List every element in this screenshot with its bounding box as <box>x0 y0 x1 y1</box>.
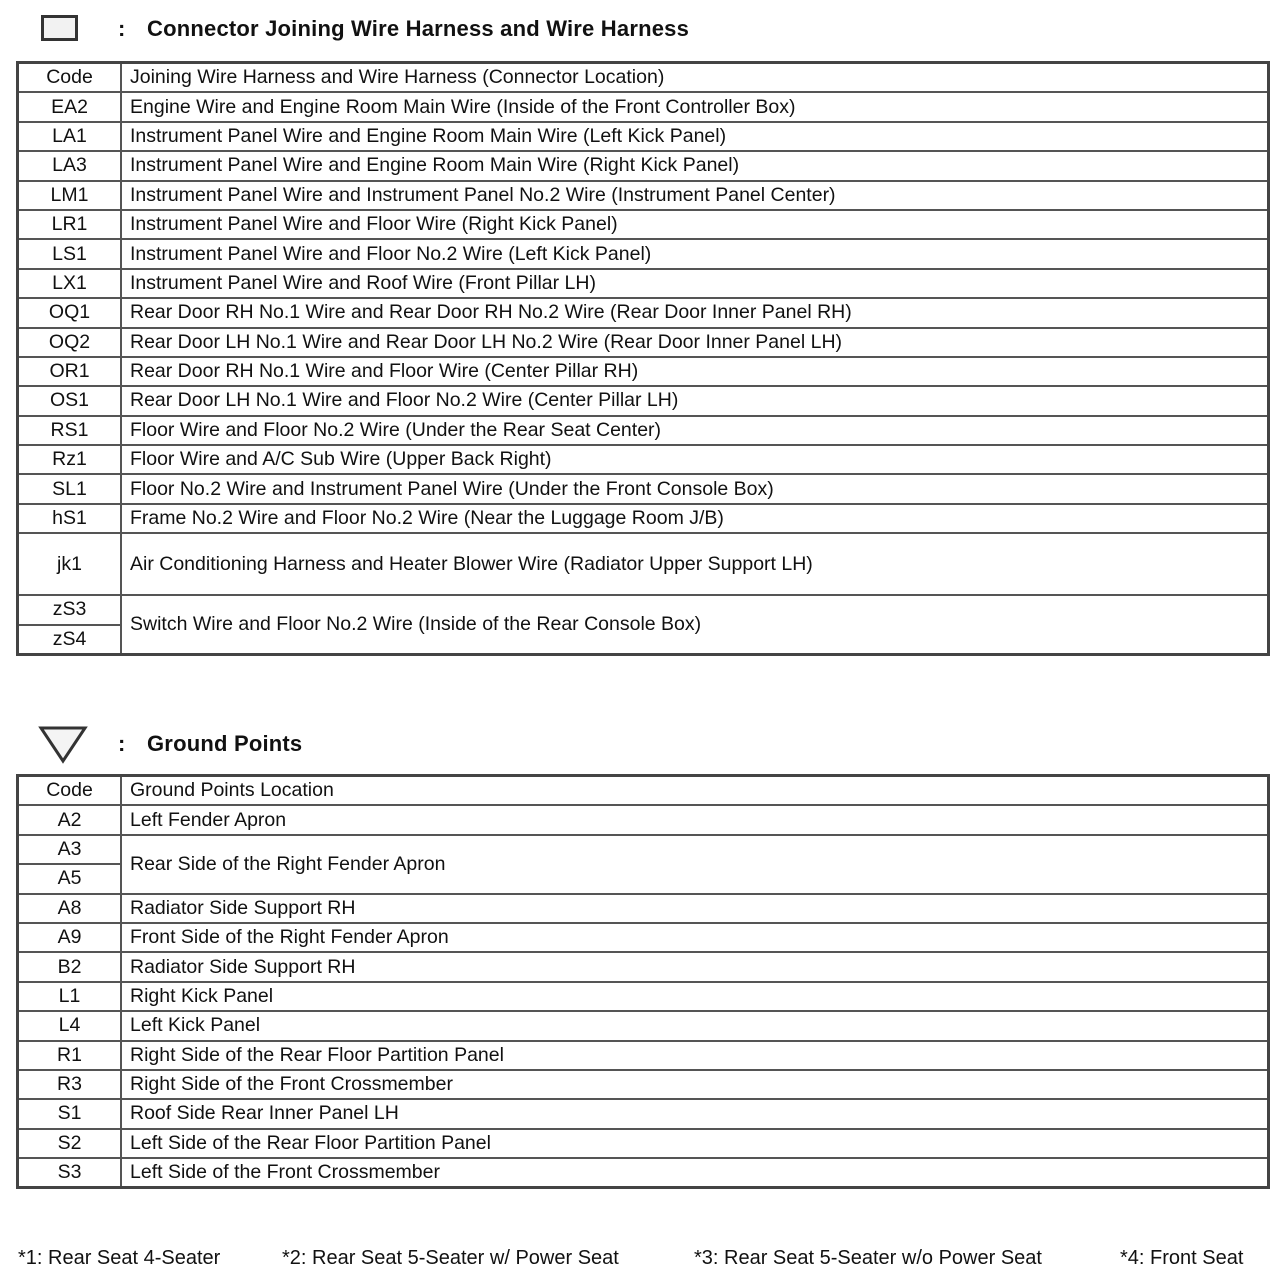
row-code: LA1 <box>18 122 122 151</box>
row-description: Instrument Panel Wire and Engine Room Main Wire (Left Kick Panel) <box>121 122 1269 151</box>
table-row <box>18 894 1269 923</box>
row-description: Right Side of the Front Crossmember <box>121 1070 1269 1099</box>
table-row <box>18 1158 1269 1188</box>
table-row <box>18 328 1269 357</box>
row-code: S2 <box>18 1129 122 1158</box>
row-description: Rear Door LH No.1 Wire and Floor No.2 Wire (Center Pillar LH) <box>121 386 1269 415</box>
grounds-section-header <box>0 723 1280 763</box>
row-description: Left Fender Apron <box>121 805 1269 834</box>
grounds-colon: : <box>118 731 126 756</box>
footnote-4: *4: Front Seat <box>1120 1247 1244 1269</box>
table-row <box>18 1099 1269 1128</box>
row-code: SL1 <box>18 474 122 503</box>
row-code: A8 <box>18 894 122 923</box>
row-description: Switch Wire and Floor No.2 Wire (Inside of the Rear Console Box) <box>121 595 1269 654</box>
connectors-table <box>16 61 1270 656</box>
table-row <box>18 1070 1269 1099</box>
table-row <box>18 474 1269 503</box>
table-row <box>18 416 1269 445</box>
row-code: A9 <box>18 923 122 952</box>
table-row <box>18 239 1269 268</box>
row-code: S3 <box>18 1158 122 1188</box>
table-row <box>18 445 1269 474</box>
grounds-title: Ground Points <box>147 731 303 756</box>
row-description: Instrument Panel Wire and Instrument Panel No.2 Wire (Instrument Panel Center) <box>121 181 1269 210</box>
connectors-colon: : <box>118 16 126 41</box>
row-description: Left Kick Panel <box>121 1011 1269 1040</box>
row-description: Floor No.2 Wire and Instrument Panel Wire (Under the Front Console Box) <box>121 474 1269 503</box>
row-description: Right Side of the Rear Floor Partition Panel <box>121 1041 1269 1070</box>
row-description: Rear Door RH No.1 Wire and Rear Door RH No.2 Wire (Rear Door Inner Panel RH) <box>121 298 1269 327</box>
table-row <box>18 122 1269 151</box>
table-row <box>18 1011 1269 1040</box>
grounds-table <box>16 774 1270 1189</box>
footnote-2: *2: Rear Seat 5-Seater w/ Power Seat <box>282 1247 619 1269</box>
row-code: LS1 <box>18 239 122 268</box>
connectors-section-header <box>0 12 1280 52</box>
table-row <box>18 533 1269 595</box>
row-code: L1 <box>18 982 122 1011</box>
footnote-1: *1: Rear Seat 4-Seater <box>18 1247 221 1269</box>
row-code: RS1 <box>18 416 122 445</box>
row-code: OR1 <box>18 357 122 386</box>
row-description: Floor Wire and Floor No.2 Wire (Under the Rear Seat Center) <box>121 416 1269 445</box>
table-row <box>18 504 1269 533</box>
row-description: Instrument Panel Wire and Floor No.2 Wire (Left Kick Panel) <box>121 239 1269 268</box>
row-description: Instrument Panel Wire and Engine Room Main Wire (Right Kick Panel) <box>121 151 1269 180</box>
row-description: Engine Wire and Engine Room Main Wire (Inside of the Front Controller Box) <box>121 92 1269 121</box>
connectors-title: Connector Joining Wire Harness and Wire Harness <box>147 16 690 41</box>
row-code: OS1 <box>18 386 122 415</box>
footnotes <box>16 1247 1270 1273</box>
header-code: Code <box>18 776 122 806</box>
table-row <box>18 1129 1269 1158</box>
row-code: OQ1 <box>18 298 122 327</box>
table-row <box>18 835 1269 864</box>
table-header-row <box>18 63 1269 93</box>
table-row <box>18 269 1269 298</box>
row-description: Roof Side Rear Inner Panel LH <box>121 1099 1269 1128</box>
header-description: Joining Wire Harness and Wire Harness (Connector Location) <box>121 63 1269 93</box>
row-code: A5 <box>18 864 122 893</box>
row-code: zS3 <box>18 595 122 624</box>
row-description: Left Side of the Front Crossmember <box>121 1158 1269 1188</box>
row-description: Floor Wire and A/C Sub Wire (Upper Back Right) <box>121 445 1269 474</box>
row-code: LA3 <box>18 151 122 180</box>
row-description: Rear Door LH No.1 Wire and Rear Door LH No.2 Wire (Rear Door Inner Panel LH) <box>121 328 1269 357</box>
row-code: Rz1 <box>18 445 122 474</box>
table-row <box>18 982 1269 1011</box>
row-code: A3 <box>18 835 122 864</box>
table-row <box>18 298 1269 327</box>
table-row <box>18 386 1269 415</box>
header-description: Ground Points Location <box>121 776 1269 806</box>
table-row <box>18 92 1269 121</box>
table-row <box>18 952 1269 981</box>
row-code: R3 <box>18 1070 122 1099</box>
connector-box-icon <box>41 15 78 41</box>
row-description: Air Conditioning Harness and Heater Blower Wire (Radiator Upper Support LH) <box>121 533 1269 595</box>
row-code: jk1 <box>18 533 122 595</box>
ground-triangle-icon <box>38 725 88 765</box>
row-code: L4 <box>18 1011 122 1040</box>
table-row <box>18 923 1269 952</box>
row-code: A2 <box>18 805 122 834</box>
row-code: zS4 <box>18 625 122 655</box>
row-description: Left Side of the Rear Floor Partition Panel <box>121 1129 1269 1158</box>
row-description: Instrument Panel Wire and Floor Wire (Right Kick Panel) <box>121 210 1269 239</box>
row-description: Front Side of the Right Fender Apron <box>121 923 1269 952</box>
row-description: Rear Side of the Right Fender Apron <box>121 835 1269 894</box>
row-code: R1 <box>18 1041 122 1070</box>
row-code: LM1 <box>18 181 122 210</box>
row-code: EA2 <box>18 92 122 121</box>
table-row <box>18 805 1269 834</box>
row-description: Right Kick Panel <box>121 982 1269 1011</box>
row-description: Instrument Panel Wire and Roof Wire (Front Pillar LH) <box>121 269 1269 298</box>
footnote-3: *3: Rear Seat 5-Seater w/o Power Seat <box>694 1247 1042 1269</box>
table-row <box>18 357 1269 386</box>
row-code: LR1 <box>18 210 122 239</box>
row-code: OQ2 <box>18 328 122 357</box>
row-description: Radiator Side Support RH <box>121 952 1269 981</box>
row-code: LX1 <box>18 269 122 298</box>
row-description: Rear Door RH No.1 Wire and Floor Wire (Center Pillar RH) <box>121 357 1269 386</box>
table-row <box>18 151 1269 180</box>
table-row <box>18 595 1269 624</box>
row-description: Frame No.2 Wire and Floor No.2 Wire (Near the Luggage Room J/B) <box>121 504 1269 533</box>
header-code: Code <box>18 63 122 93</box>
row-description: Radiator Side Support RH <box>121 894 1269 923</box>
table-row <box>18 210 1269 239</box>
table-row <box>18 181 1269 210</box>
row-code: S1 <box>18 1099 122 1128</box>
table-row <box>18 1041 1269 1070</box>
row-code: B2 <box>18 952 122 981</box>
table-header-row <box>18 776 1269 806</box>
row-code: hS1 <box>18 504 122 533</box>
